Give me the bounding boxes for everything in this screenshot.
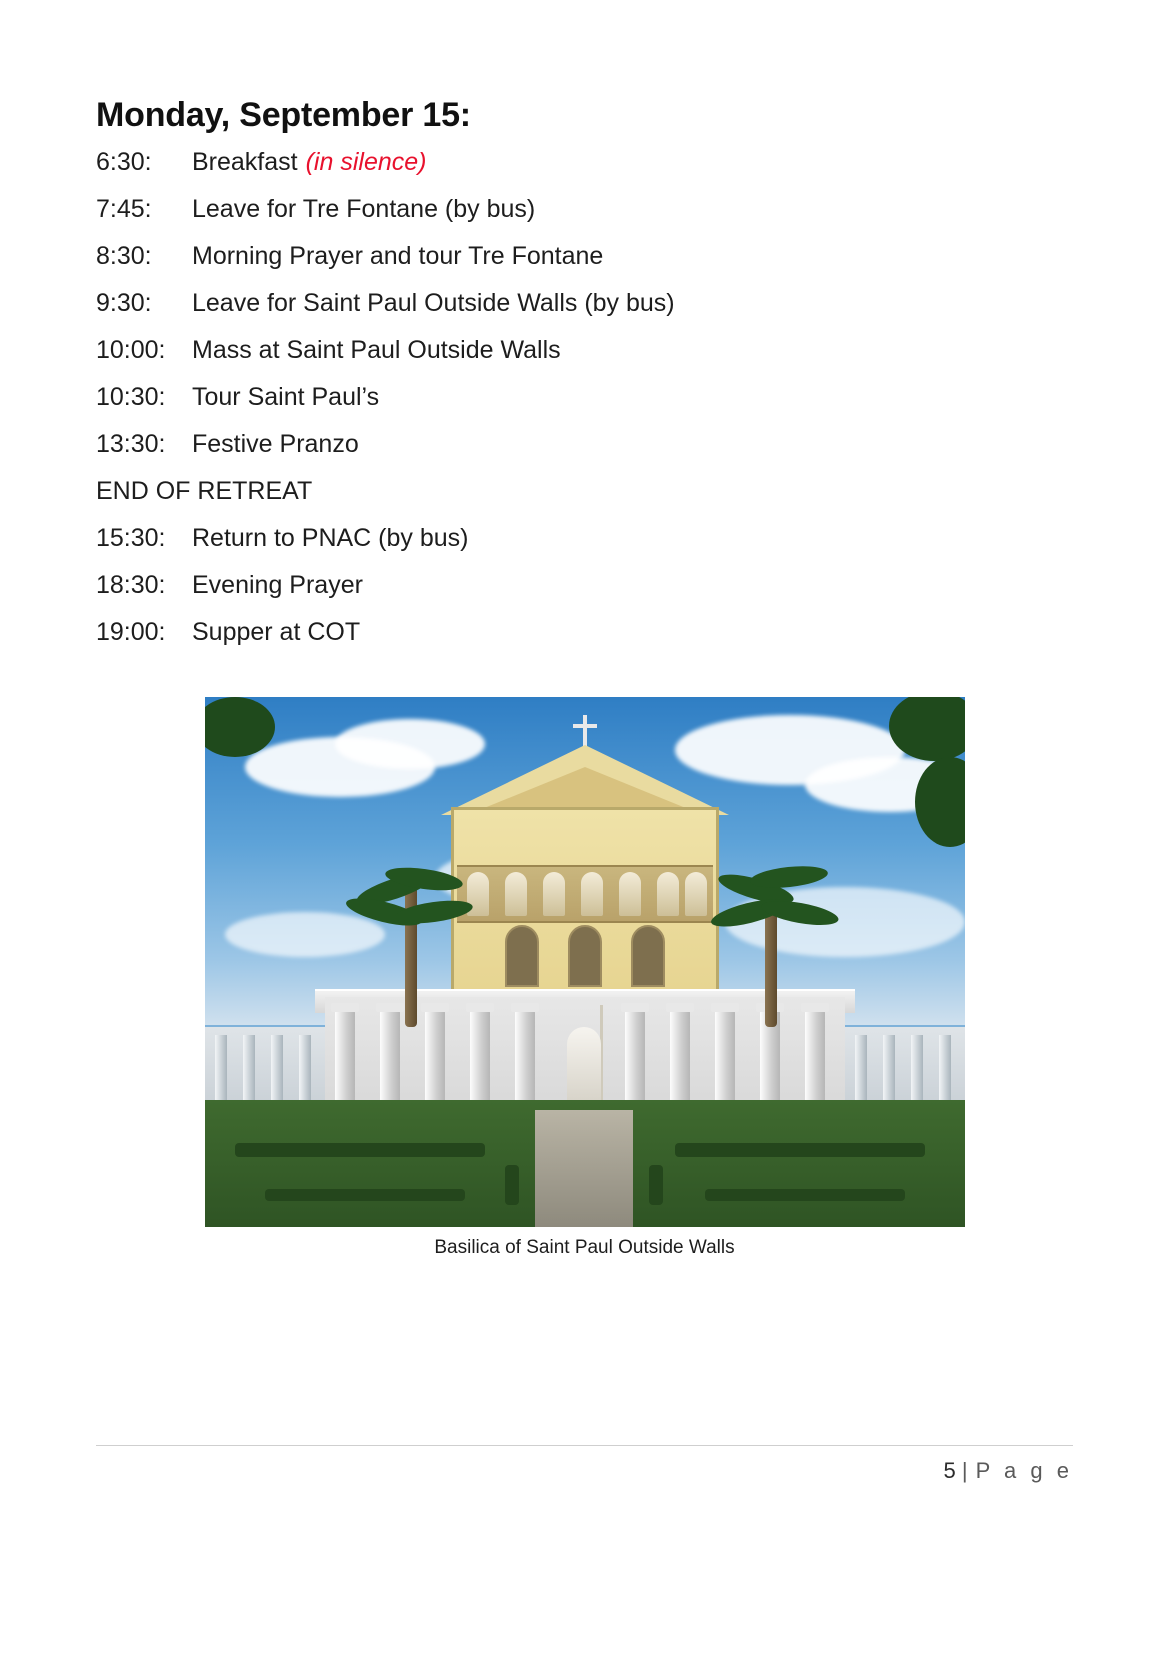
hedge — [705, 1189, 905, 1201]
cloud — [225, 912, 385, 957]
list-item — [96, 194, 1073, 223]
schedule-list — [96, 147, 1073, 646]
figure-caption: Basilica of Saint Paul Outside Walls — [434, 1236, 735, 1258]
schedule-activity: Leave for Saint Paul Outside Walls (by bus) — [192, 288, 675, 317]
schedule-note: (in silence) — [305, 147, 427, 176]
schedule-activity: Leave for Tre Fontane (by bus) — [192, 194, 536, 223]
list-item — [96, 523, 1073, 552]
facade-arch — [568, 925, 602, 987]
saint-figure — [505, 872, 527, 916]
schedule-time: 6:30: — [96, 147, 152, 176]
saint-figure — [657, 872, 679, 916]
schedule-activity: Tour Saint Paul’s — [192, 382, 380, 411]
schedule-activity: Evening Prayer — [192, 570, 363, 599]
list-item — [96, 429, 1073, 458]
schedule-time: 18:30: — [96, 570, 166, 599]
list-item — [96, 288, 1073, 317]
saint-figure — [619, 872, 641, 916]
schedule-time: 15:30: — [96, 523, 166, 552]
list-item — [96, 147, 1073, 176]
hedge — [675, 1143, 925, 1157]
list-item — [96, 570, 1073, 599]
schedule-activity: Morning Prayer and tour Tre Fontane — [192, 241, 604, 270]
list-item — [96, 617, 1073, 646]
schedule-time: 10:30: — [96, 382, 166, 411]
schedule-activity: Return to PNAC (by bus) — [192, 523, 469, 552]
hedge — [649, 1165, 663, 1205]
schedule-time: 10:00: — [96, 335, 166, 364]
schedule-time: 19:00: — [96, 617, 166, 646]
hedge — [505, 1165, 519, 1205]
saint-figure — [581, 872, 603, 916]
mosaic-frieze — [457, 865, 713, 923]
cross-icon — [583, 715, 587, 747]
schedule-activity: Breakfast — [192, 147, 298, 176]
figure — [96, 697, 1073, 1259]
retreat-end-label: END OF RETREAT — [96, 476, 313, 505]
hedge — [235, 1143, 485, 1157]
courtyard-path — [535, 1110, 633, 1227]
page-title: Monday, September 15: — [96, 96, 471, 134]
schedule-time: 8:30: — [96, 241, 152, 270]
facade-arch — [631, 925, 665, 987]
schedule-time: 7:45: — [96, 194, 152, 223]
facade-arch — [505, 925, 539, 987]
saint-figure — [685, 872, 707, 916]
basilica-photo — [205, 697, 965, 1227]
list-item — [96, 241, 1073, 270]
footer-separator: | — [961, 1458, 970, 1483]
page-footer — [96, 1445, 1073, 1484]
page-number: 5 — [943, 1458, 956, 1483]
schedule-activity: Festive Pranzo — [192, 429, 359, 458]
schedule-activity: Mass at Saint Paul Outside Walls — [192, 335, 561, 364]
schedule-time: 9:30: — [96, 288, 152, 317]
list-item — [96, 335, 1073, 364]
list-item — [96, 382, 1073, 411]
schedule-activity: Supper at COT — [192, 617, 361, 646]
schedule-time: 13:30: — [96, 429, 166, 458]
hedge — [265, 1189, 465, 1201]
footer-page-word: P a g e — [975, 1458, 1073, 1483]
saint-figure — [543, 872, 565, 916]
list-item — [96, 476, 1073, 505]
